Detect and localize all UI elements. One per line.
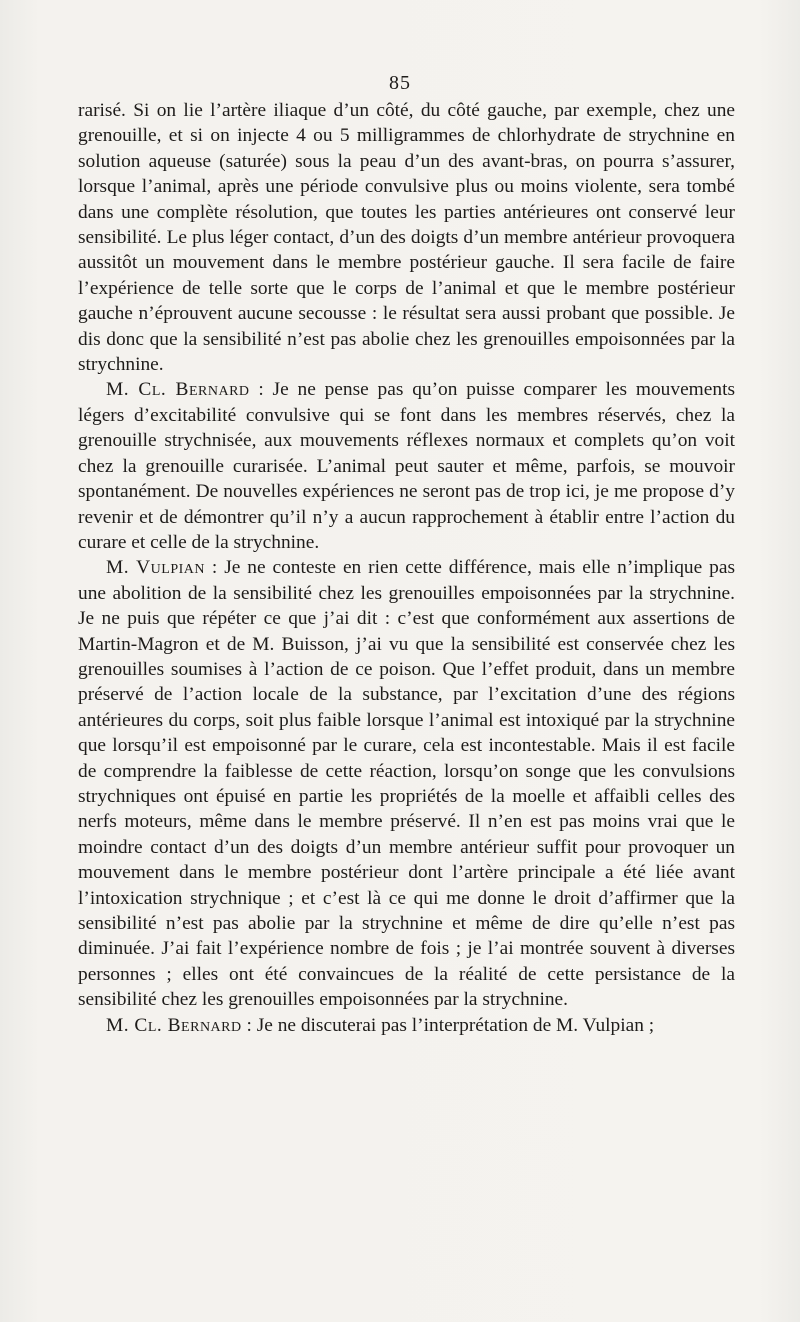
paragraph-4 bbox=[78, 1013, 735, 1038]
body-text bbox=[78, 98, 735, 1038]
speaker-name: M. Cl. Bernard bbox=[106, 1014, 242, 1036]
paragraph-4-text: : Je ne discuterai pas l’interprétation de M. Vulpian ; bbox=[241, 1014, 655, 1036]
speaker-name: M. Vulpian bbox=[106, 557, 205, 579]
paragraph-2 bbox=[78, 377, 735, 555]
paragraph-3 bbox=[78, 555, 735, 1012]
paragraph-3-text: : Je ne conteste en rien cette différence, mais elle n’implique pas une abolition de la sensibilité chez les grenouilles empoisonnées par la strychnine. Je ne puis que répéter ce que j’ai dit : c’est que conformément aux assertions de Martin-Magron et de M. Buisson, j’ai vu que la sensibilité est conservée chez les grenouilles soumises à l’action de ce poison. Que l’effet produit, dans un membre préservé de l’action locale de la substance, par l’excitation d’une des régions antérieures du corps, soit plus faible lorsque l’animal est intoxiqué par la strychnine que lorsqu’il est empoisonné par le curare, cela est incontestable. Mais il est facile de comprendre la faiblesse de cette réaction, lorsqu’on songe que les convulsions strychniques ont épuisé en partie les propriétés de la moelle et affaibli celles des nerfs moteurs, même dans le membre préservé. Il n’en est pas moins vrai que le moindre contact d’un des doigts d’un membre antérieur suffit pour provoquer un mouvement dans le membre postérieur dont l’artère principale a été liée avant l’intoxication strychnique ; et c’est là ce qui me donne le droit d’affirmer que la sensibilité n’est pas abolie par la strychnine et même de dire qu’elle n’est pas diminuée. J’ai fait l’expérience nombre de fois ; je l’ai montrée souvent à diverses personnes ; elles ont été convaincues de la réalité de cette persistance de la sensibilité chez les grenouilles empoisonnées par la strychnine. bbox=[78, 557, 736, 1011]
page-number: 85 bbox=[389, 72, 411, 94]
paragraph-2-text: : Je ne pense pas qu’on puisse comparer les mouvements légers d’excitabilité convulsive qui se font dans les membres réservés, chez la grenouille strychnisée, aux mouvements réflexes normaux et complets qu’on voit chez la grenouille curarisée. L’animal peut sauter et même, parfois, se mouvoir spontanément. De nouvelles expériences ne seront pas de trop ici, je me propose d’y revenir et de démontrer qu’il n’y a aucun rapprochement à établir entre l’action du curare et celle de la strychnine. bbox=[78, 379, 735, 553]
paragraph-1-text: rarisé. Si on lie l’artère iliaque d’un côté, du côté gauche, par exemple, chez une grenouille, et si on injecte 4 ou 5 milligrammes de chlorhydrate de strychnine en solution aqueuse (saturée) sous la peau d’un des avant-bras, on pourra s’assurer, lorsque l’animal, après une période convulsive plus ou moins violente, sera tombé dans une complète résolution, que toutes les parties antérieures ont conservé leur sensibilité. Le plus léger contact, d’un des doigts d’un membre antérieur provoquera aussitôt un mouvement dans le membre postérieur gauche. Il sera facile de faire l’expérience de telle sorte que le corps de l’animal et que le membre postérieur gauche n’éprouvent aucune secousse : le résultat sera aussi probant que possible. Je dis donc que la sensibilité n’est pas abolie chez les grenouilles empoisonnées par la strychnine. bbox=[78, 100, 735, 376]
speaker-name: M. Cl. Bernard bbox=[106, 379, 250, 401]
paragraph-1 bbox=[78, 98, 735, 377]
